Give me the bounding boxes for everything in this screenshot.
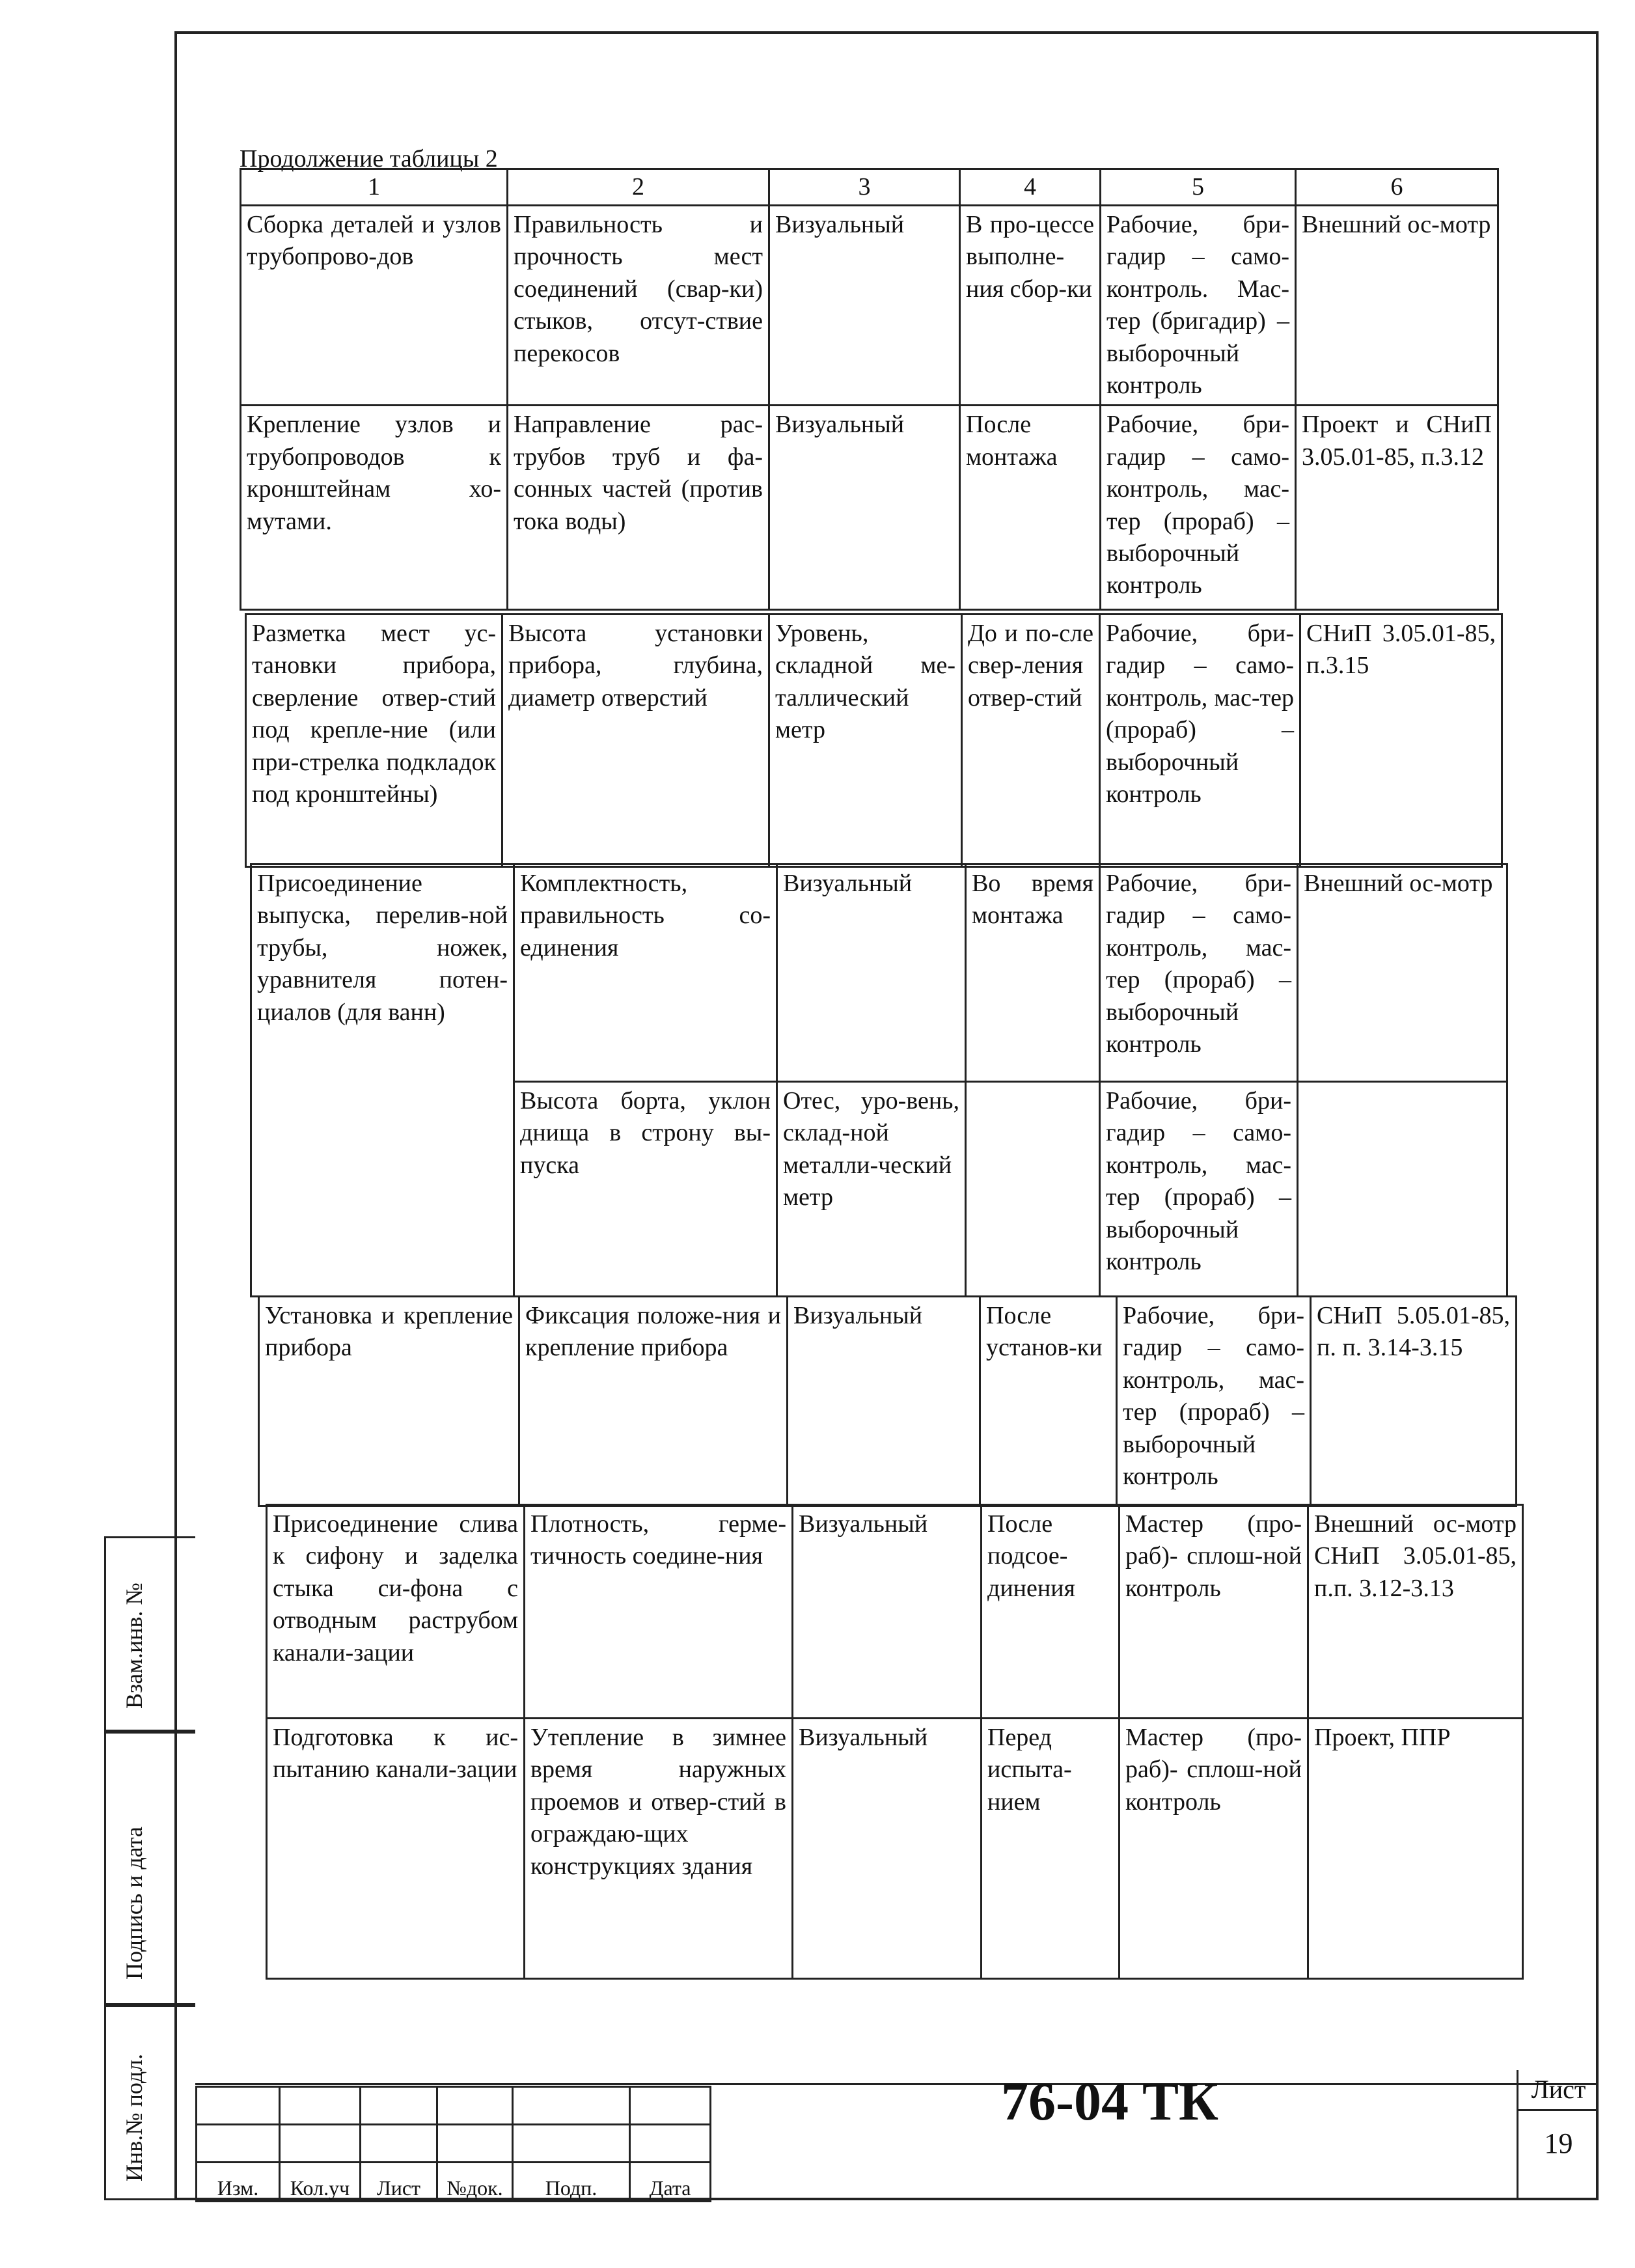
table-row xyxy=(241,406,1498,610)
side-strip-podpis xyxy=(104,1732,195,2005)
cell-controlled: Утепление в зимнее время наружных проемов и отвер-стий в ограждаю-щих конструкциях здания xyxy=(525,1719,793,1979)
tb-izm: Изм. xyxy=(197,2163,280,2202)
cell-docs xyxy=(1298,1082,1507,1297)
cell-method: Визуальный xyxy=(793,1719,982,1979)
cell-docs: Внешний ос-мотр xyxy=(1298,864,1507,1082)
cell-docs: Внешний ос-мотр xyxy=(1296,206,1498,406)
cell-method: Визуальный xyxy=(777,864,966,1082)
cell-who: Рабочие, бри-гадир – само-контроль, мас-тер (прораб) – выборочный контроль xyxy=(1100,615,1300,867)
table-row xyxy=(267,1505,1523,1719)
main-table-lower-c xyxy=(266,1504,1524,1980)
table-row xyxy=(259,1297,1517,1506)
col-header-4: 4 xyxy=(960,169,1101,206)
side-label-inv: Инв.№ подл. xyxy=(121,2053,147,2181)
cell-controlled: Комплектность, правильность со-единения xyxy=(514,864,777,1082)
cell-method: Отес, уро-вень, склад-ной металли-ческий метр xyxy=(777,1082,966,1297)
col-header-1: 1 xyxy=(241,169,508,206)
cell-docs: Проект, ППР xyxy=(1308,1719,1523,1979)
title-block xyxy=(195,2086,711,2202)
cell-method: Уровень, складной ме-таллический метр xyxy=(769,615,962,867)
main-table-lower-b xyxy=(258,1295,1517,1507)
main-table-upper xyxy=(240,168,1499,611)
cell-operation: Присоединение выпуска, перелив-ной трубы, ножек, уравнителя потен-циалов (для ванн) xyxy=(251,864,514,1297)
header-row xyxy=(241,169,1498,206)
cell-who: Рабочие, бри-гадир – само-контроль, мас-тер (прораб) – выборочный контроль xyxy=(1117,1297,1311,1506)
side-label-vzam: Взам.инв. № xyxy=(121,1583,147,1709)
col-header-6: 6 xyxy=(1296,169,1498,206)
cell-controlled: Направление рас-трубов труб и фа-сонных частей (против тока воды) xyxy=(508,406,769,610)
cell-operation: Установка и крепление прибора xyxy=(259,1297,519,1506)
cell-method: Визуальный xyxy=(769,206,960,406)
cell-who: Рабочие, бри-гадир – само-контроль, мас-тер (прораб) – выборочный контроль xyxy=(1100,1082,1298,1297)
cell-controlled: Высота борта, уклон днища в строну вы-пуска xyxy=(514,1082,777,1297)
cell-docs: Проект и СНиП 3.05.01-85, п.3.12 xyxy=(1296,406,1498,610)
side-label-podpis: Подпись и дата xyxy=(121,1827,147,1980)
cell-controlled: Плотность, герме-тичность соедине-ния xyxy=(525,1505,793,1719)
table-row xyxy=(267,1719,1523,1979)
cell-docs: СНиП 3.05.01-85, п.3.15 xyxy=(1300,615,1502,867)
cell-who: Рабочие, бри-гадир – само-контроль, мас-тер (прораб) – выборочный контроль xyxy=(1100,864,1298,1082)
col-header-2: 2 xyxy=(508,169,769,206)
cell-who: Мастер (про-раб)- сплош-ной контроль xyxy=(1120,1719,1308,1979)
tb-kol: Кол.уч xyxy=(280,2163,361,2202)
tb-data: Дата xyxy=(630,2163,711,2202)
cell-who: Рабочие, бри-гадир – само-контроль, мас-тер (прораб) – выборочный контроль xyxy=(1101,406,1296,610)
tb-list: Лист xyxy=(361,2163,437,2202)
cell-time: Во время монтажа xyxy=(966,864,1100,1082)
cell-time: До и по-сле свер-ления отвер-стий xyxy=(962,615,1100,867)
cell-time: После подсое-динения xyxy=(982,1505,1120,1719)
document-number: 76-04 ТК xyxy=(1001,2071,1218,2132)
cell-time: После монтажа xyxy=(960,406,1101,610)
sheet-label: Лист xyxy=(1518,2070,1599,2111)
cell-method: Визуальный xyxy=(769,406,960,610)
cell-time: Перед испыта-нием xyxy=(982,1719,1120,1979)
table-row xyxy=(241,206,1498,406)
cell-who: Мастер (про-раб)- сплош-ной контроль xyxy=(1120,1505,1308,1719)
col-header-3: 3 xyxy=(769,169,960,206)
cell-docs: СНиП 5.05.01-85, п. п. 3.14-3.15 xyxy=(1311,1297,1517,1506)
cell-controlled: Высота установки прибора, глубина, диаметр отверстий xyxy=(502,615,769,867)
cell-operation: Подготовка к ис-пытанию канали-зации xyxy=(267,1719,525,1979)
cell-time: В про-цессе выполне-ния сбор-ки xyxy=(960,206,1101,406)
main-table-lower-a xyxy=(250,863,1508,1297)
cell-time xyxy=(966,1082,1100,1297)
side-strip-inv xyxy=(104,2005,195,2200)
col-header-5: 5 xyxy=(1101,169,1296,206)
cell-method: Визуальный xyxy=(793,1505,982,1719)
cell-method: Визуальный xyxy=(788,1297,980,1506)
main-table-middle xyxy=(245,613,1503,868)
cell-who: Рабочие, бри-гадир – само-контроль. Мас-тер (бригадир) – выборочный контроль xyxy=(1101,206,1296,406)
sheet-number: 19 xyxy=(1544,2127,1573,2159)
cell-operation: Разметка мест ус-тановки прибора, сверление отвер-стий под крепле-ние (или при-стрелка подкладок под кронштейны) xyxy=(246,615,502,867)
table-row xyxy=(251,864,1507,1082)
tb-ndok: №док. xyxy=(437,2163,513,2202)
tb-podp: Подп. xyxy=(513,2163,630,2202)
table-row xyxy=(246,615,1502,867)
cell-controlled: Правильность и прочность мест соединений (свар-ки) стыков, отсут-ствие перекосов xyxy=(508,206,769,406)
cell-controlled: Фиксация положе-ния и крепление прибора xyxy=(519,1297,788,1506)
table-caption: Продолжение таблицы 2 xyxy=(240,145,498,173)
cell-operation: Присоединение слива к сифону и заделка стыка си-фона с отводным раструбом канали-зации xyxy=(267,1505,525,1719)
cell-operation: Сборка деталей и узлов трубопрово-дов xyxy=(241,206,508,406)
cell-docs: Внешний ос-мотр СНиП 3.05.01-85, п.п. 3.12-3.13 xyxy=(1308,1505,1523,1719)
cell-time: После установ-ки xyxy=(980,1297,1117,1506)
cell-operation: Крепление узлов и трубопроводов к кронштейнам хо-мутами. xyxy=(241,406,508,610)
side-strip-vzam xyxy=(104,1536,195,1732)
sheet-box xyxy=(1517,2070,1599,2200)
